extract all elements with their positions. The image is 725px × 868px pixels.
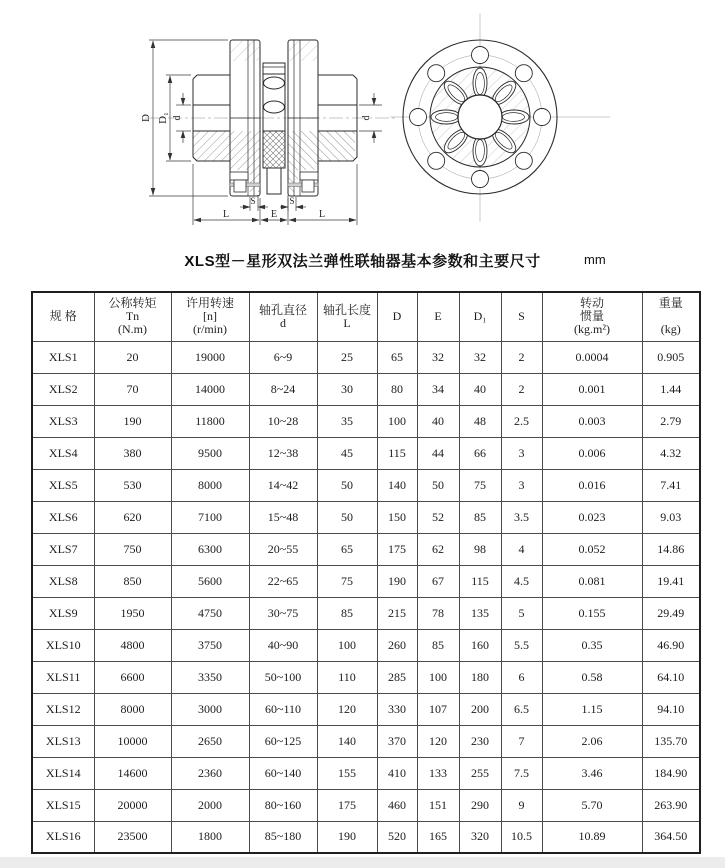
value-cell: 115 [459,565,501,597]
value-cell: 3 [501,437,542,469]
value-cell: 110 [317,661,377,693]
spec-cell: XLS14 [32,757,94,789]
table-row [32,597,700,629]
value-cell: 14~42 [249,469,317,501]
value-cell: 35 [317,405,377,437]
table-row [32,757,700,789]
value-cell: 380 [94,437,171,469]
value-cell: 85~180 [249,821,317,853]
value-cell: 40 [459,373,501,405]
value-cell: 140 [377,469,417,501]
value-cell: 175 [377,533,417,565]
spec-cell: XLS9 [32,597,94,629]
spec-cell: XLS5 [32,469,94,501]
dim-label-D1: D₁ [157,112,169,124]
value-cell: 65 [377,341,417,373]
value-cell: 175 [317,789,377,821]
value-cell: 10.89 [542,821,642,853]
value-cell: 2 [501,341,542,373]
value-cell: 85 [317,597,377,629]
value-cell: 32 [417,341,459,373]
value-cell: 12~38 [249,437,317,469]
value-cell: 30 [317,373,377,405]
spec-cell: XLS2 [32,373,94,405]
value-cell: 60~125 [249,725,317,757]
value-cell: 184.90 [642,757,700,789]
value-cell: 7 [501,725,542,757]
value-cell: 9.03 [642,501,700,533]
value-cell: 460 [377,789,417,821]
value-cell: 46.90 [642,629,700,661]
value-cell: 50 [317,501,377,533]
column-header: D [377,292,417,341]
value-cell: 85 [417,629,459,661]
value-cell: 0.58 [542,661,642,693]
table-row [32,437,700,469]
value-cell: 230 [459,725,501,757]
value-cell: 135 [459,597,501,629]
value-cell: 3.5 [501,501,542,533]
table-row [32,405,700,437]
value-cell: 620 [94,501,171,533]
value-cell: 370 [377,725,417,757]
value-cell: 4 [501,533,542,565]
value-cell: 4.5 [501,565,542,597]
page-title: XLS型－星形双法兰弹性联轴器基本参数和主要尺寸 [184,253,541,270]
column-header: 许用转速 [n] (r/min) [171,292,249,341]
value-cell: 2.06 [542,725,642,757]
dim-label-d-left: d [172,115,183,121]
value-cell: 20 [94,341,171,373]
value-cell: 3350 [171,661,249,693]
value-cell: 320 [459,821,501,853]
value-cell: 29.49 [642,597,700,629]
value-cell: 8~24 [249,373,317,405]
value-cell: 100 [377,405,417,437]
value-cell: 330 [377,693,417,725]
table-header-row [32,292,700,341]
dim-label-S-left: S [250,196,256,206]
value-cell: 0.001 [542,373,642,405]
value-cell: 140 [317,725,377,757]
value-cell: 5600 [171,565,249,597]
column-header: 公称转矩 Tn (N.m) [94,292,171,341]
value-cell: 40~90 [249,629,317,661]
value-cell: 4750 [171,597,249,629]
value-cell: 155 [317,757,377,789]
value-cell: 20000 [94,789,171,821]
dim-label-E: E [270,209,278,220]
value-cell: 750 [94,533,171,565]
value-cell: 0.003 [542,405,642,437]
table-row [32,341,700,373]
column-header: E [417,292,459,341]
value-cell: 1.44 [642,373,700,405]
value-cell: 11800 [171,405,249,437]
value-cell: 23500 [94,821,171,853]
value-cell: 75 [317,565,377,597]
value-cell: 25 [317,341,377,373]
value-cell: 75 [459,469,501,501]
dim-label-D: D [140,114,152,122]
table-row [32,629,700,661]
spec-cell: XLS10 [32,629,94,661]
table-row [32,789,700,821]
value-cell: 22~65 [249,565,317,597]
value-cell: 0.023 [542,501,642,533]
value-cell: 215 [377,597,417,629]
table-row [32,725,700,757]
value-cell: 290 [459,789,501,821]
value-cell: 120 [317,693,377,725]
value-cell: 160 [459,629,501,661]
spec-cell: XLS7 [32,533,94,565]
value-cell: 4800 [94,629,171,661]
value-cell: 60~140 [249,757,317,789]
table-row [32,373,700,405]
spec-cell: XLS3 [32,405,94,437]
value-cell: 98 [459,533,501,565]
value-cell: 0.905 [642,341,700,373]
value-cell: 150 [377,501,417,533]
value-cell: 14600 [94,757,171,789]
value-cell: 45 [317,437,377,469]
value-cell: 530 [94,469,171,501]
value-cell: 410 [377,757,417,789]
value-cell: 1950 [94,597,171,629]
value-cell: 7.5 [501,757,542,789]
value-cell: 263.90 [642,789,700,821]
front-view [390,13,610,222]
value-cell: 8000 [94,693,171,725]
value-cell: 135.70 [642,725,700,757]
value-cell: 2000 [171,789,249,821]
table-body [32,341,700,853]
spec-cell: XLS6 [32,501,94,533]
column-header: S [501,292,542,341]
table-row [32,469,700,501]
value-cell: 50~100 [249,661,317,693]
value-cell: 85 [459,501,501,533]
value-cell: 64.10 [642,661,700,693]
value-cell: 4.32 [642,437,700,469]
value-cell: 32 [459,341,501,373]
dim-label-d-right: d [361,115,372,121]
spec-cell: XLS13 [32,725,94,757]
value-cell: 5.70 [542,789,642,821]
value-cell: 52 [417,501,459,533]
value-cell: 1800 [171,821,249,853]
value-cell: 364.50 [642,821,700,853]
spec-cell: XLS12 [32,693,94,725]
value-cell: 65 [317,533,377,565]
value-cell: 190 [317,821,377,853]
value-cell: 6.5 [501,693,542,725]
coupling-drawing-svg [0,0,725,248]
spec-cell: XLS8 [32,565,94,597]
value-cell: 40 [417,405,459,437]
value-cell: 2.5 [501,405,542,437]
value-cell: 0.081 [542,565,642,597]
value-cell: 165 [417,821,459,853]
bottom-scrollbar-track[interactable] [0,857,725,868]
value-cell: 3000 [171,693,249,725]
column-header: 转动 惯量 (kg.m²) [542,292,642,341]
value-cell: 80 [377,373,417,405]
value-cell: 50 [417,469,459,501]
value-cell: 66 [459,437,501,469]
column-header: 轴孔直径 d [249,292,317,341]
value-cell: 20~55 [249,533,317,565]
value-cell: 6600 [94,661,171,693]
value-cell: 10000 [94,725,171,757]
column-header: 规 格 [32,292,94,341]
value-cell: 62 [417,533,459,565]
value-cell: 107 [417,693,459,725]
value-cell: 5.5 [501,629,542,661]
title-row [0,250,725,274]
value-cell: 115 [377,437,417,469]
value-cell: 14.86 [642,533,700,565]
value-cell: 2.79 [642,405,700,437]
value-cell: 34 [417,373,459,405]
table-row [32,501,700,533]
dim-label-L-right: L [318,209,326,220]
spec-table [31,291,701,854]
column-header: 重量 (kg) [642,292,700,341]
value-cell: 0.006 [542,437,642,469]
value-cell: 120 [417,725,459,757]
value-cell: 0.016 [542,469,642,501]
value-cell: 10.5 [501,821,542,853]
value-cell: 3 [501,469,542,501]
spec-cell: XLS11 [32,661,94,693]
value-cell: 520 [377,821,417,853]
value-cell: 3.46 [542,757,642,789]
value-cell: 6 [501,661,542,693]
value-cell: 19.41 [642,565,700,597]
spec-cell: XLS16 [32,821,94,853]
value-cell: 67 [417,565,459,597]
value-cell: 9500 [171,437,249,469]
value-cell: 60~110 [249,693,317,725]
table-row [32,533,700,565]
technical-drawing [0,0,725,248]
table-row [32,821,700,853]
value-cell: 0.155 [542,597,642,629]
value-cell: 850 [94,565,171,597]
table-row [32,661,700,693]
spec-cell: XLS1 [32,341,94,373]
value-cell: 19000 [171,341,249,373]
value-cell: 2 [501,373,542,405]
value-cell: 78 [417,597,459,629]
value-cell: 190 [377,565,417,597]
table-row [32,693,700,725]
dim-label-L-left: L [222,209,230,220]
value-cell: 70 [94,373,171,405]
value-cell: 9 [501,789,542,821]
unit-label: mm [584,252,606,267]
value-cell: 2360 [171,757,249,789]
value-cell: 80~160 [249,789,317,821]
table-row [32,565,700,597]
value-cell: 255 [459,757,501,789]
spec-cell: XLS15 [32,789,94,821]
value-cell: 14000 [171,373,249,405]
value-cell: 6~9 [249,341,317,373]
value-cell: 0.0004 [542,341,642,373]
value-cell: 180 [459,661,501,693]
dim-label-S-right: S [289,196,295,206]
value-cell: 100 [317,629,377,661]
value-cell: 2650 [171,725,249,757]
column-header: 轴孔长度 L [317,292,377,341]
column-header: D₁ [459,292,501,341]
value-cell: 15~48 [249,501,317,533]
value-cell: 48 [459,405,501,437]
value-cell: 190 [94,405,171,437]
value-cell: 10~28 [249,405,317,437]
value-cell: 94.10 [642,693,700,725]
value-cell: 151 [417,789,459,821]
value-cell: 7100 [171,501,249,533]
value-cell: 100 [417,661,459,693]
value-cell: 0.35 [542,629,642,661]
value-cell: 133 [417,757,459,789]
value-cell: 0.052 [542,533,642,565]
value-cell: 7.41 [642,469,700,501]
value-cell: 5 [501,597,542,629]
value-cell: 1.15 [542,693,642,725]
value-cell: 260 [377,629,417,661]
value-cell: 3750 [171,629,249,661]
value-cell: 30~75 [249,597,317,629]
spec-cell: XLS4 [32,437,94,469]
value-cell: 8000 [171,469,249,501]
value-cell: 285 [377,661,417,693]
value-cell: 50 [317,469,377,501]
value-cell: 200 [459,693,501,725]
value-cell: 6300 [171,533,249,565]
value-cell: 44 [417,437,459,469]
